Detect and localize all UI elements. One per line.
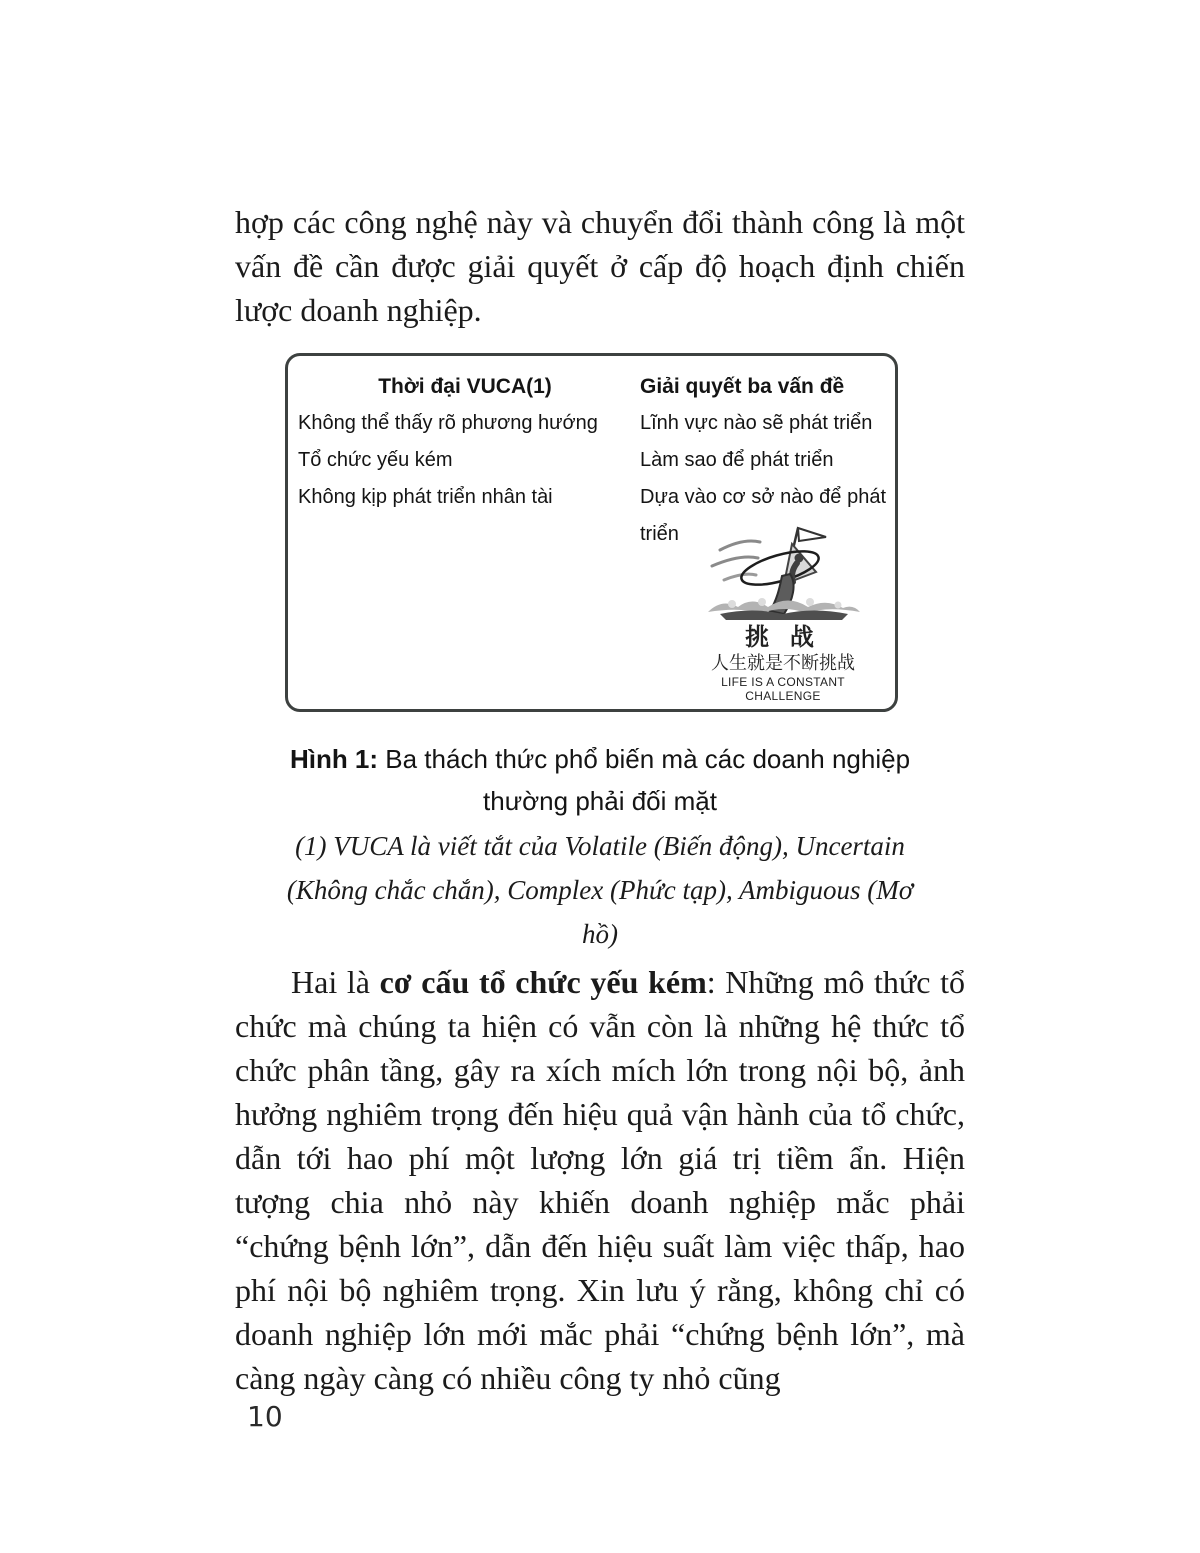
list-item: Không kịp phát triển nhân tài (298, 486, 553, 508)
list-item: Làm sao để phát triển (640, 449, 834, 471)
challenge-en-text-line2: CHALLENGE (745, 689, 821, 703)
challenge-illustration (678, 522, 888, 703)
figure-caption (250, 738, 950, 822)
body-rest: : Những mô thức tổ chức mà chúng ta hiện có vẫn còn là những hệ thức tổ chức phân tầng, gây ra xích mích lớn trong nội bộ, ảnh hưởng nghiêm trọng đến hiệu quả vận hành của tổ chức, dẫn tới hao phí một lượng lớn giá trị tiềm ẩn. Hiện tượng chia nhỏ này khiến doanh nghiệp mắc phải “chứng bệnh lớn”, dẫn đến hiệu suất làm việc thấp, hao phí nội bộ nghiêm trọng. Xin lưu ý rằng, không chỉ có doanh nghiệp lớn mới mắc phải “chứng bệnh lớn”, mà càng ngày càng có nhiều công ty nhỏ cũng (235, 964, 966, 1396)
body-lead: Hai là (291, 964, 380, 1000)
list-item: Tổ chức yếu kém (298, 449, 453, 471)
list-item: Không thể thấy rõ phương hướng (298, 412, 598, 434)
column-header-vuca: Thời đại VUCA(1) (378, 375, 552, 398)
column-header-problems: Giải quyết ba vấn đề (640, 375, 845, 398)
page-number: 10 (247, 1400, 283, 1433)
figure-caption-text: Ba thách thức phổ biến mà các doanh nghiệp thường phải đối mặt (378, 744, 911, 816)
challenge-en-text-line1: LIFE IS A CONSTANT (721, 675, 845, 689)
body-paragraph (235, 960, 965, 1400)
body-bold-phrase: cơ cấu tổ chức yếu kém (379, 964, 707, 1000)
windsurfer-icon (698, 522, 868, 622)
figure-box (285, 353, 898, 712)
figure-caption-label: Hình 1: (289, 744, 379, 774)
footnote-vuca: (1) VUCA là viết tắt của Volatile (Biến động), Uncertain (Không chắc chắn), Complex (Phức tạp), Ambiguous (Mơ hồ) (286, 831, 914, 949)
list-item: Lĩnh vực nào sẽ phát triển (640, 412, 873, 434)
challenge-cn-small-text: 人生就是不断挑战 (711, 653, 855, 673)
intro-paragraph: hợp các công nghệ này và chuyển đổi thành công là một vấn đề cần được giải quyết ở cấp độ hoạch định chiến lược doanh nghiệp. (235, 204, 965, 328)
column-vuca-era (298, 368, 632, 553)
list-item: Dựa vào cơ sở nào để phát triển (640, 486, 886, 545)
challenge-cn-large-text: 挑 战 (745, 624, 821, 651)
